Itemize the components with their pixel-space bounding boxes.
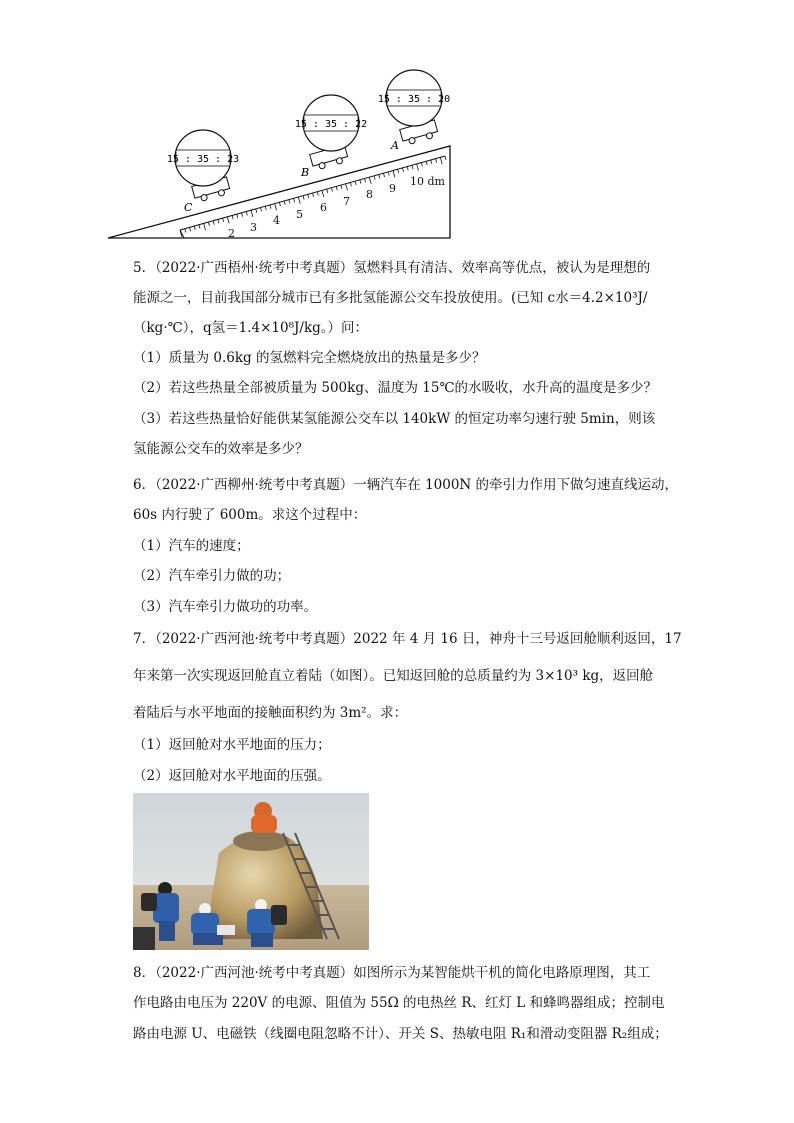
ruler-number: 3 [250,221,257,234]
ruler-tick [265,206,266,210]
ruler-tick [199,225,200,229]
ruler-tick [227,217,229,224]
cart-label-b: B [301,166,310,179]
text-line: 8．（2022·广西河池·统考中考真题）如图所示为某智能烘干机的简化电路原理图，其工 [133,965,651,981]
ruler-tick [360,180,361,184]
ruler-tick [331,188,332,192]
cart-label-c: C [184,201,193,214]
text-line: 6．（2022·广西柳州·统考中考真题）一辆汽车在 1000N 的牵引力作用下做匀速直线运动， [133,477,679,493]
ruler-tick [208,222,209,226]
ruler-tick [232,215,233,219]
ruler-tick [223,218,224,222]
ruler-number: 10 dm [410,175,445,188]
ruler-number: 5 [296,208,303,221]
ruler-tick [204,223,206,230]
ruler-number: 7 [343,195,350,208]
ruler-tick [374,176,375,180]
ruler-tick [436,159,437,163]
ruler-tick [398,169,399,173]
text-line: （3）若这些热量恰好能供某氢能源公交车以 140kW 的恒定功率匀速行驶 5min，则该 [133,411,656,427]
ruler-tick [379,175,380,179]
ruler-tick [431,160,432,164]
text-line: （kg·℃），q氢＝1.4×10⁸J/kg。）问： [133,320,369,336]
ruler-tick [426,161,427,165]
text-line: 能源之一，目前我国部分城市已有多批氢能源公交车投放使用。(已知 c水＝4.2×10³J/ [133,290,648,306]
ruler-tick [388,172,389,176]
ruler-tick [402,168,403,172]
clock-b [295,95,367,151]
ruler-tick [350,182,351,186]
cart-label-a: A [391,139,399,152]
ruler-tick [185,229,186,233]
ruler-tick [445,156,446,160]
ruler-tick [336,186,337,190]
text-line: 氢能源公交车的效率是多少？ [133,441,309,457]
ruler-tick [294,198,295,202]
ruler-tick [365,178,366,182]
text-line: （3）汽车牵引力做功的功率。 [133,599,318,615]
ruler-tick [322,190,324,197]
svg-text:15 : 35 : 20: 15 : 35 : 20 [377,94,451,105]
text-line: （2）返回舱对水平地面的压强。 [133,768,331,784]
text-line: 5．（2022·广西梧州·统考中考真题）氢燃料具有清洁、效率高等优点，被认为是理想的 [133,260,651,276]
ruler-number: 6 [320,201,327,214]
ruler-tick [246,212,247,216]
ruler-tick [242,213,243,217]
text-line: （1）汽车的速度； [133,538,250,554]
ruler-tick [421,163,422,167]
ruler-tick [218,219,219,223]
clock-a [378,70,450,126]
text-line: （2）若这些热量全部被质量为 500kg、温度为 15℃的水吸收，水升高的温度是多少？ [133,380,658,396]
ruler-tick [303,196,304,200]
ruler-tick [237,214,238,218]
text-line: 作电路由电压为 220V 的电源、阻值为 55Ω 的电热丝 R、红灯 L 和蜂鸣器组成；控制电 [133,995,665,1011]
ruler-tick [256,209,257,213]
ruler-tick [213,221,214,225]
text-line: 60s 内行驶了 600m。求这个过程中： [133,507,367,523]
ruler-number: 4 [273,214,280,227]
ruler-tick [407,167,408,171]
ruler-tick [260,208,261,212]
ruler-tick [270,205,271,209]
ruler-tick [308,194,309,198]
ruler-tick [383,173,384,177]
ruler-tick [412,165,413,169]
ruler-tick [275,204,277,211]
text-line: （1）返回舱对水平地面的压力； [133,737,331,753]
text-line: 路由电源 U、电磁铁（线圈电阻忽略不计）、开关 S、热敏电阻 R₁和滑动变阻器 R₂组成； [133,1026,668,1042]
ruler-tick [298,197,300,204]
ruler-tick [313,193,314,197]
svg-text:15 : 35 : 22: 15 : 35 : 22 [294,119,368,130]
ruler-tick [317,192,318,196]
ruler-number: 9 [389,182,396,195]
text-line: 7．（2022·广西河池·统考中考真题）2022 年 4 月 16 日，神舟十三号返回舱顺利返回，17 [133,631,682,647]
clock-c [167,130,239,186]
incline-figure [100,64,460,244]
ruler-tick [289,200,290,204]
capsule-photo [133,793,369,950]
ruler-tick [341,185,342,189]
ruler-tick [417,164,419,171]
text-line: 年来第一次实现返回舱直立着陆（如图）。已知返回舱的总质量约为 3×10³ kg，返回舱 [133,668,654,684]
ruler-tick [284,201,285,205]
ruler-tick [327,189,328,193]
ruler-tick [369,177,371,184]
text-line: 着陆后与水平地面的接触面积约为 3m²。求： [133,705,408,721]
ruler-tick [189,227,190,231]
ruler-tick [346,184,348,191]
text-line: （1）质量为 0.6kg 的氢燃料完全燃烧放出的热量是多少？ [133,350,486,366]
ruler-tick [355,181,356,185]
svg-text:15 : 35 : 23: 15 : 35 : 23 [166,154,240,165]
ruler-tick [440,157,442,164]
ruler-tick [251,210,253,217]
ruler-tick [393,171,395,178]
text-line: （2）汽车牵引力做的功； [133,568,291,584]
ruler-tick [194,226,195,230]
ruler-number: 8 [366,188,373,201]
ruler-number: 2 [228,227,235,240]
ruler-tick [279,202,280,206]
